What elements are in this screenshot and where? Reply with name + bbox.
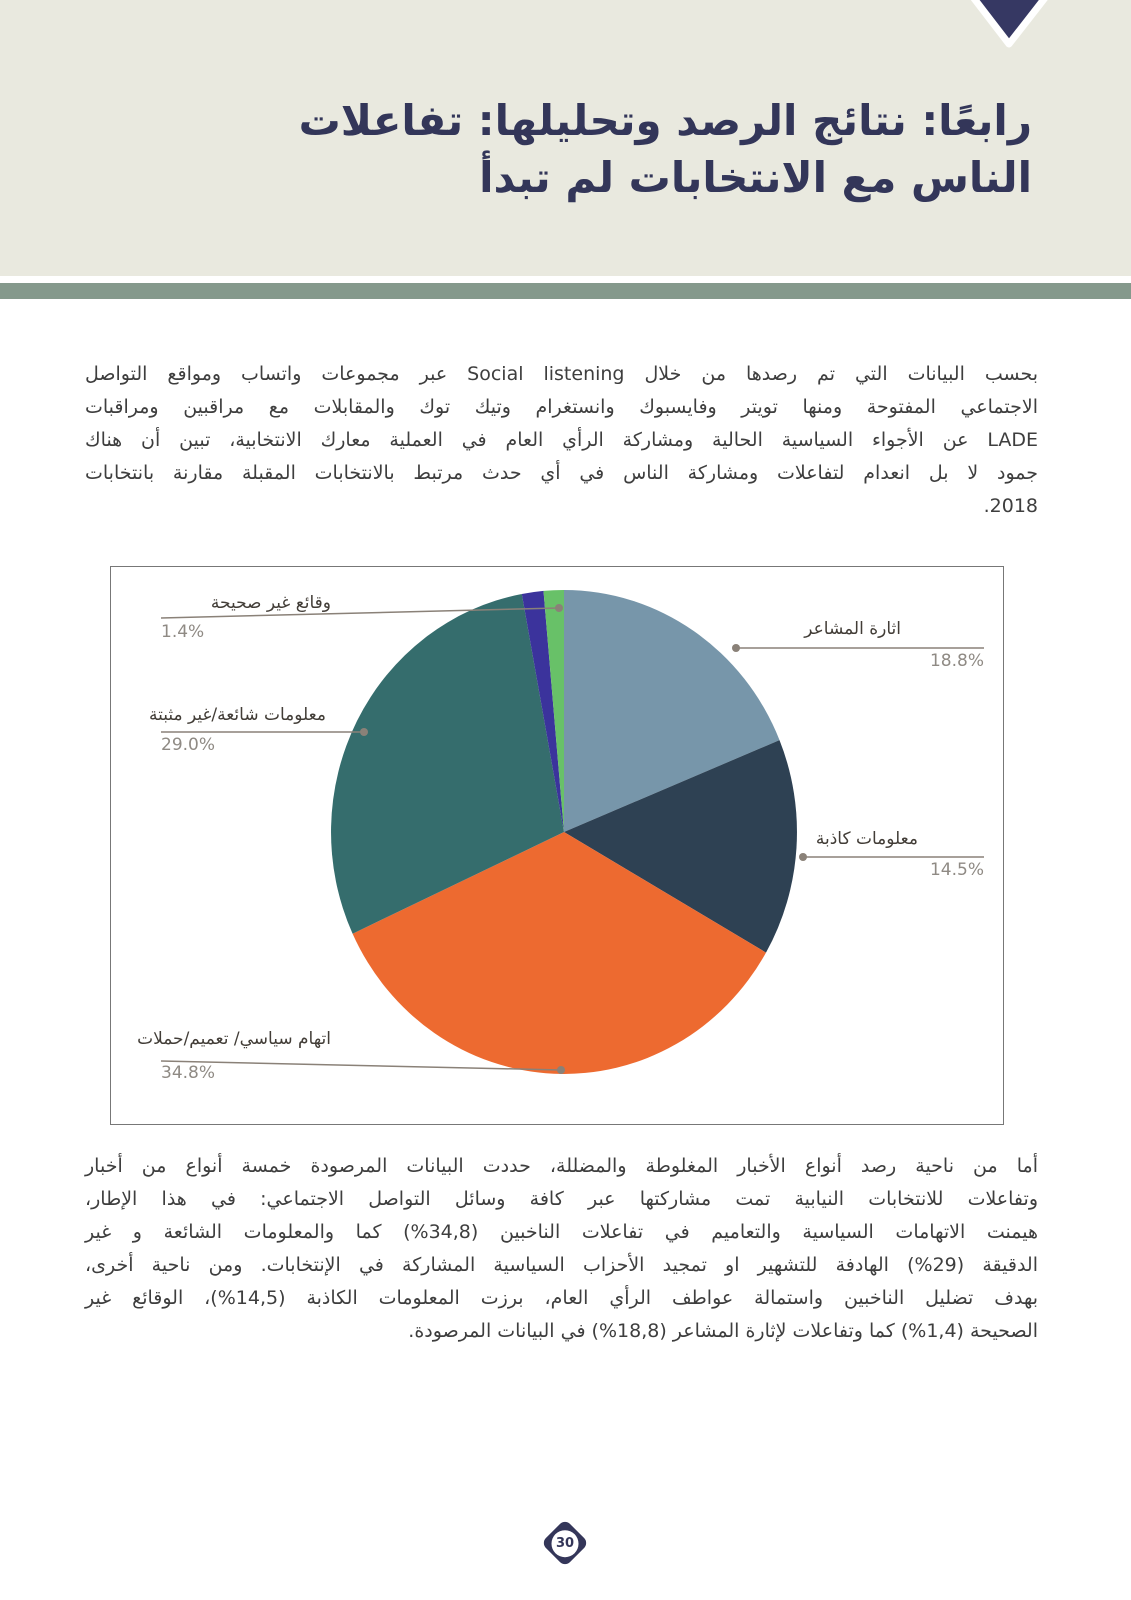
slice-label-stirring-emotions: اثارة المشاعر <box>804 619 901 639</box>
slice-label-rumor-info: معلومات شائعة/غير مثبتة <box>148 705 326 725</box>
paragraph-line: الصحيحة (1,4%) كما وتفاعلات لإثارة المشاعر (18,8%) في البيانات المرصودة. <box>408 1320 1038 1342</box>
slice-label-incorrect-facts: وقائع غير صحيحة <box>210 593 331 613</box>
paragraph-line: الاجتماعي المفتوحة ومنها تويتر وفايسبوك وانستغرام وتيك توك والمقابلات مع مراقبين ومراقبات <box>85 396 1038 418</box>
slice-pct-rumor-info: 29.0% <box>161 735 216 755</box>
slice-label-political-accusation: اتهام سياسي/ تعميم/حملات <box>137 1029 331 1049</box>
page-title-line2: الناس مع الانتخابات لم تبدأ <box>479 153 1032 202</box>
slice-pct-false-info: 14.5% <box>929 860 984 880</box>
leader-dot <box>360 728 368 736</box>
header-band <box>0 0 1131 276</box>
paragraph-line: أما من ناحية رصد أنواع الأخبار المغلوطة والمضللة، حددت البيانات المرصودة خمسة أنواع من أخبار <box>85 1155 1038 1177</box>
slice-pct-stirring-emotions: 18.8% <box>929 651 984 671</box>
page-number: 30 <box>555 1535 575 1551</box>
paragraph-line: LADE عن الأجواء السياسية الحالية ومشاركة الرأي العام في العملية معارك الانتخابية، تبين أن هناك <box>85 429 1038 451</box>
pie-slices <box>331 590 797 1074</box>
leader-dot <box>555 604 563 612</box>
header-divider-bar <box>0 283 1131 299</box>
corner-arrow-icon <box>931 0 1091 60</box>
paragraph-line: بحسب البيانات التي تم رصدها من خلال Social listening عبر مجموعات واتساب ومواقع التواصل <box>85 363 1039 385</box>
paragraph-line: الدقيقة (29%) الهادفة للتشهير او تمجيد الأحزاب السياسية المشاركة في الإنتخابات. ومن ناحية أخرى، <box>85 1254 1038 1276</box>
paragraph-line: هيمنت الاتهامات السياسية والتعاميم في تفاعلات الناخبين (34,8%) كما والمعلومات الشائعة و غير <box>85 1221 1038 1243</box>
page-title <box>100 92 1032 206</box>
page-title-line1: رابعًا: نتائج الرصد وتحليلها: تفاعلات <box>298 96 1032 145</box>
slice-pct-political-accusation: 34.8% <box>161 1063 216 1083</box>
paragraph-line: جمود لا بل انعدام لتفاعلات ومشاركة الناس في أي حدث مرتبط بالانتخابات المقبلة مقارنة بانتخابات <box>85 462 1038 484</box>
paragraph-line: بهدف تضليل الناخبين واستمالة عواطف الرأي العام، برزت المعلومات الكاذبة (14,5%)، الوقائع غير <box>85 1287 1038 1309</box>
paragraph-line: 2018. <box>983 495 1038 517</box>
leader-dot <box>557 1066 565 1074</box>
paragraph-analysis <box>85 1150 1038 1348</box>
slice-pct-incorrect-facts: 1.4% <box>161 622 205 642</box>
page-number-badge <box>541 1519 589 1567</box>
paragraph-line: وتفاعلات للانتخابات النيابية تمت مشاركتها عبر كافة وسائل التواصل الاجتماعي: في هذا الإطار، <box>85 1188 1038 1210</box>
leader-dot <box>732 644 740 652</box>
leader-dot <box>799 853 807 861</box>
slice-label-false-info: معلومات كاذبة <box>815 829 918 849</box>
pie-chart-panel <box>110 566 1004 1125</box>
page-number-circle <box>552 1530 579 1557</box>
paragraph-intro <box>85 358 1038 523</box>
